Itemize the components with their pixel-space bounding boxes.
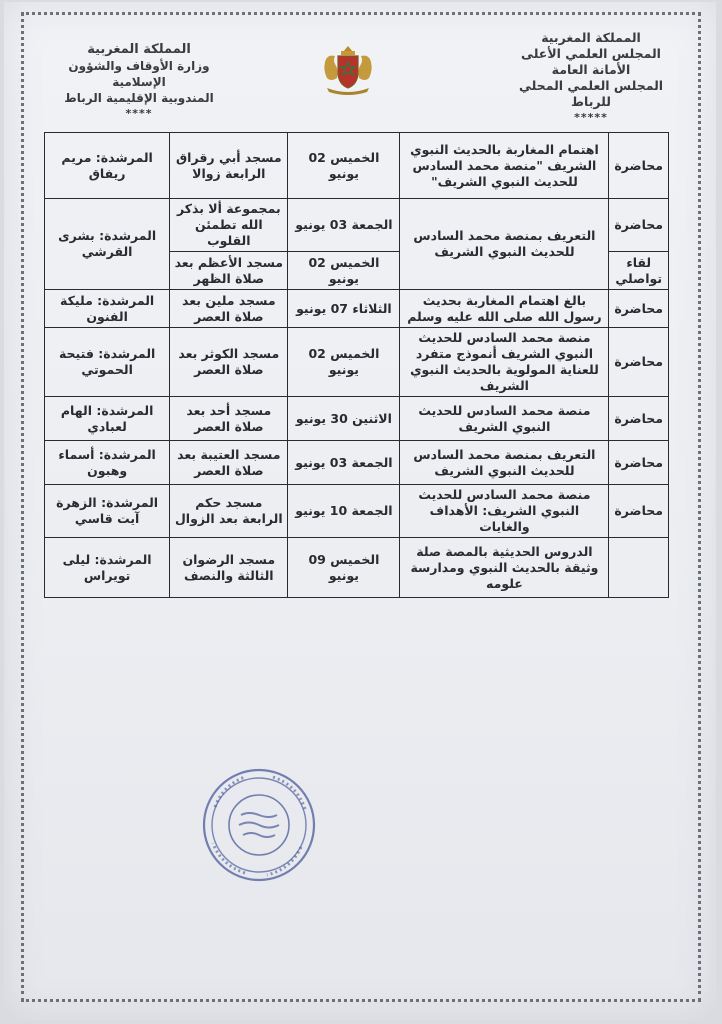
activity-place: مسجد العتيبة بعد صلاة العصر: [170, 441, 288, 485]
activity-date: الثلاثاء 07 يونيو: [288, 290, 400, 328]
activity-type: محاضرة: [609, 328, 669, 397]
activity-place: مسجد أبي رقراق الرابعة زوالا: [170, 133, 288, 199]
activity-date: الخميس 09 يونيو: [288, 538, 400, 598]
header-stars: ****: [125, 107, 153, 120]
activity-place: بمجموعة ألا بذكر الله تطمئن القلوب: [170, 199, 288, 252]
activity-type: محاضرة: [609, 441, 669, 485]
activity-date: الاثنين 30 يونيو: [288, 397, 400, 441]
activity-date: الخميس 02 يونيو: [288, 252, 400, 290]
header-line: المملكة المغربية: [541, 30, 641, 45]
activity-place: مسجد الرضوان الثالثة والنصف: [170, 538, 288, 598]
activity-topic: الدروس الحديثية بالمصة صلة وثيقة بالحديث النبوي ومدارسة علومه: [400, 538, 609, 598]
header-line: المجلس العلمي المحلي للرباط: [518, 78, 664, 109]
activity-place: مسجد حكم الرابعة بعد الزوال: [170, 485, 288, 538]
header-left: [44, 42, 234, 122]
header-line: المجلس العلمي الأعلى: [521, 46, 661, 61]
activity-date: الجمعة 03 يونيو: [288, 441, 400, 485]
activity-guide: المرشدة: فتيحة الحموتي: [45, 328, 170, 397]
table-row: [45, 328, 669, 397]
header-stars: *****: [574, 111, 608, 124]
activity-date: الجمعة 10 يونيو: [288, 485, 400, 538]
activity-type: لقاء تواصلي: [609, 252, 669, 290]
table-row: [45, 133, 669, 199]
activity-guide: المرشدة: أسماء وهبون: [45, 441, 170, 485]
activity-guide: المرشدة: الهام لعبادي: [45, 397, 170, 441]
activity-guide: المرشدة: بشرى القرشي: [45, 199, 170, 290]
header-line: المملكة المغربية: [87, 42, 191, 57]
activity-topic: بالغ اهتمام المغاربة بحديث رسول الله صلى الله عليه وسلم: [400, 290, 609, 328]
activity-topic: التعريف بمنصة محمد السادس للحديث النبوي الشريف: [400, 441, 609, 485]
activity-topic: اهتمام المغاربة بالحديث النبوي الشريف "منصة محمد السادس للحديث النبوي الشريف": [400, 133, 609, 199]
activity-topic: منصة محمد السادس للحديث النبوي الشريف: الأهداف والغايات: [400, 485, 609, 538]
activity-place: مسجد الكوثر بعد صلاة العصر: [170, 328, 288, 397]
activity-guide: المرشدة: مريم ريفاق: [45, 133, 170, 199]
activity-type: محاضرة: [609, 397, 669, 441]
activity-date: الجمعة 03 يونيو: [288, 199, 400, 252]
activity-guide: المرشدة: الزهرة آيت قاسي: [45, 485, 170, 538]
activity-date: الخميس 02 يونيو: [288, 133, 400, 199]
activity-place: مسجد أحد بعد صلاة العصر: [170, 397, 288, 441]
activity-place: مسجد ملين بعد صلاة العصر: [170, 290, 288, 328]
table-row: [45, 441, 669, 485]
activity-guide: المرشدة: مليكة الفنون: [45, 290, 170, 328]
table-row: [45, 538, 669, 598]
table-row: [45, 485, 669, 538]
activity-date: الخميس 02 يونيو: [288, 328, 400, 397]
table-row: [45, 290, 669, 328]
activity-type: محاضرة: [609, 290, 669, 328]
header-line: المندوبية الإقليمية الرباط: [64, 91, 214, 105]
coat-of-arms-icon: [319, 42, 377, 96]
header-line: الأمانة العامة: [551, 62, 631, 77]
schedule-table: [44, 132, 669, 598]
activity-topic: التعريف بمنصة محمد السادس للحديث النبوي الشريف: [400, 199, 609, 290]
header-line: وزارة الأوقاف والشؤون الإسلامية: [68, 59, 210, 89]
official-stamp-icon: [201, 767, 317, 883]
header-right: [516, 30, 666, 126]
activity-type: محاضرة: [609, 199, 669, 252]
table-row: [45, 397, 669, 441]
table-row: [45, 199, 669, 252]
activity-topic: منصة محمد السادس للحديث النبوي الشريف أنموذج متفرد للعناية المولوية بالحديث النبوي الشريف: [400, 328, 609, 397]
activity-place: مسجد الأعظم بعد صلاة الظهر: [170, 252, 288, 290]
activity-type: [609, 538, 669, 598]
activity-topic: منصة محمد السادس للحديث النبوي الشريف: [400, 397, 609, 441]
activity-guide: المرشدة: ليلى تويراس: [45, 538, 170, 598]
activity-type: محاضرة: [609, 485, 669, 538]
activity-type: محاضرة: [609, 133, 669, 199]
document-page: [4, 2, 716, 1020]
